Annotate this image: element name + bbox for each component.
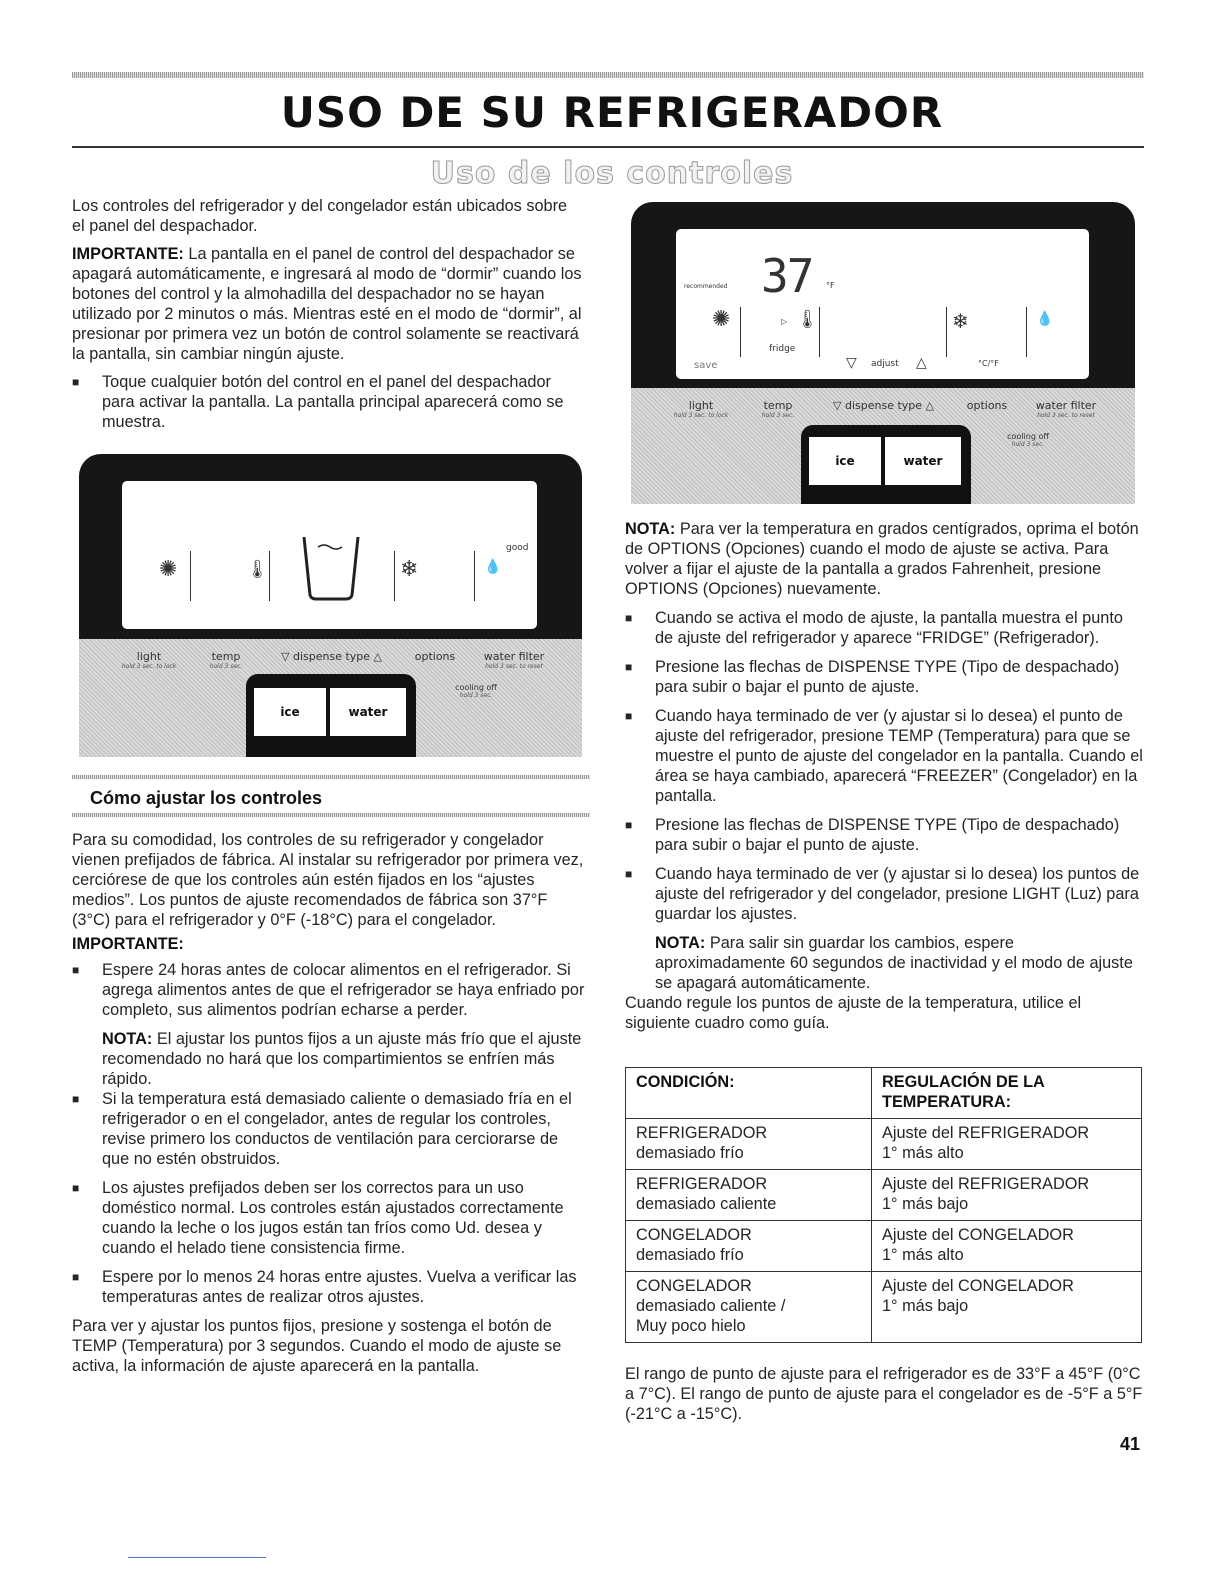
adjust-bullet-2: ■ Si la temperatura está demasiado caliente o demasiado fría en el refrigerador o en el congelador, antes de regular los controles, revise primero los conductos de ventilación para cerciorarse de que no estén obstruidos.: [72, 1090, 572, 1168]
water-filter-button[interactable]: water filter hold 3 sec. to reset: [483, 650, 545, 670]
unit-toggle-label: °C/°F: [978, 359, 999, 368]
dispenser-button-box: [801, 425, 971, 504]
temp-button[interactable]: temp hold 3 sec.: [209, 650, 243, 670]
options-button[interactable]: options: [966, 399, 1008, 412]
adjust-label: adjust: [871, 359, 899, 369]
table-header: REGULACIÓN DE LA TEMPERATURA:: [872, 1068, 1142, 1119]
separator: [819, 307, 820, 357]
separator: [946, 307, 947, 357]
table-cell: REFRIGERADOR demasiado caliente: [626, 1170, 872, 1221]
bullet-icon: ■: [72, 1092, 80, 1106]
section-rule-top: [72, 775, 590, 779]
right-bullet-5: ■ Cuando haya terminado de ver (y ajustar si lo desea) los puntos de ajuste del refrigerador y del congelador, presione LIGHT (Luz) para guardar los ajustes.: [625, 865, 1140, 923]
panel-screen: [122, 481, 537, 629]
water-drop-icon: 💧: [484, 559, 502, 575]
right-text: [625, 519, 1145, 1033]
options-button[interactable]: options: [414, 650, 456, 663]
table-intro: Cuando regule los puntos de ajuste de la temperatura, utilice el siguiente cuadro como guía.: [625, 994, 1082, 1032]
right-bullet-1: ■ Cuando se activa el modo de ajuste, la pantalla muestra el punto de ajuste del refrigerador y aparece “FRIDGE” (Refrigerador).: [625, 609, 1123, 647]
fridge-label: fridge: [769, 344, 796, 354]
light-button[interactable]: light hold 3 sec. to lock: [673, 399, 729, 419]
intro-text: [72, 196, 584, 441]
separator: [1026, 307, 1027, 357]
dispense-type-button[interactable]: ▽ dispense type △: [281, 650, 382, 663]
bullet-icon: ■: [625, 867, 633, 881]
table-row: [626, 1170, 1142, 1221]
ice-button[interactable]: ice: [809, 437, 881, 485]
table-row: [626, 1272, 1142, 1343]
save-label: save: [694, 360, 718, 371]
recommended-label: recommended: [684, 283, 728, 290]
temperature-readout: 37: [761, 249, 813, 303]
right-bullet-2: ■ Presione las flechas de DISPENSE TYPE (Tipo de despachado) para subir o bajar el punto de ajuste.: [625, 658, 1120, 696]
bullet-icon: ■: [72, 963, 80, 977]
water-filter-button[interactable]: water filter hold 3 sec. to reset: [1035, 399, 1097, 419]
section-subtitle: Uso de los controles: [430, 156, 794, 191]
water-drop-icon: 💧: [1036, 311, 1054, 327]
table-cell: Ajuste del CONGELADOR 1° más alto: [872, 1221, 1142, 1272]
table-header: CONDICIÓN:: [626, 1068, 872, 1119]
cooling-off-button[interactable]: cooling off hold 3 sec.: [455, 683, 497, 699]
note-exit: NOTA: Para salir sin guardar los cambios, espere aproximadamente 60 segundos de inactividad y el modo de ajuste se apagará automáticamente.: [655, 934, 1133, 992]
thermometer-icon: 🌡: [796, 309, 819, 330]
table-cell: Ajuste del CONGELADOR 1° más bajo: [872, 1272, 1142, 1343]
page-number: 41: [1120, 1434, 1141, 1454]
temp-button[interactable]: temp hold 3 sec.: [761, 399, 795, 419]
adjust-bullet-1: ■ Espere 24 horas antes de colocar alimentos en el refrigerador. Si agrega alimentos antes de que el refrigerador se haya enfriado por completo, sus alimentos podrían echarse a perder.: [72, 961, 585, 1019]
bullet-icon: ■: [72, 1181, 80, 1195]
separator: [269, 551, 270, 601]
light-icon: ✺: [159, 557, 178, 582]
bullet-icon: ■: [72, 375, 80, 389]
bullet-icon: ■: [625, 660, 633, 674]
intro-bullet: ■ Toque cualquier botón del control en el panel del despachador para activar la pantalla. La pantalla principal aparecerá como se muestra.: [72, 373, 564, 431]
panel-screen: [676, 229, 1089, 379]
note-celsius: NOTA: Para ver la temperatura en grados centígrados, oprima el botón de OPTIONS (Opciones) cuando el modo de ajuste se activa. Para volver a fijar el ajuste de la pantalla a grados Fahrenheit, presione OPTIONS (Opciones) nuevamente.: [625, 520, 1139, 598]
dispense-type-button[interactable]: ▽ dispense type △: [833, 399, 934, 412]
right-bullet-3: ■ Cuando haya terminado de ver (y ajustar si lo desea) el punto de ajuste del refrigerador, presione TEMP (Temperatura) para que se muestre el punto de ajuste del congelador en la pantalla. Cuando el área se haya cambiado, aparecerá “FREEZER” (Congelador) en la pantalla.: [625, 707, 1143, 805]
play-icon: ▷: [781, 317, 788, 326]
table-row: [626, 1119, 1142, 1170]
bullet-icon: ■: [625, 611, 633, 625]
adjust-paragraph: Para su comodidad, los controles de su refrigerador y congelador vienen prefijados de fábrica. Al instalar su refrigerador por primera vez, cerciórese de que los controles aún estén fijados en los “ajustes medios”. Los puntos de ajuste recomendados de fábrica son 37°F (3°C) para el refrigerador y 0°F (-18°C) para el congelador.: [72, 831, 584, 929]
bullet-icon: ■: [625, 709, 633, 723]
snowflake-icon: ❄: [952, 309, 969, 333]
table-cell: Ajuste del REFRIGERADOR 1° más alto: [872, 1119, 1142, 1170]
control-panel-main: [79, 454, 582, 757]
separator: [190, 551, 191, 601]
table-cell: Ajuste del REFRIGERADOR 1° más bajo: [872, 1170, 1142, 1221]
adjust-bullet-4: ■ Espere por lo menos 24 horas entre ajustes. Vuelva a verificar las temperaturas antes de realizar otros ajustes.: [72, 1268, 577, 1306]
water-button[interactable]: water: [885, 437, 961, 485]
title-rule: [72, 146, 1144, 148]
separator: [474, 551, 475, 601]
up-arrow-icon: △: [916, 355, 927, 371]
cooling-off-button[interactable]: cooling off hold 3 sec.: [1007, 432, 1049, 448]
cup-icon: [300, 535, 362, 601]
range-paragraph: El rango de punto de ajuste para el refrigerador es de 33°F a 45°F (0°C a 7°C). El rango de punto de ajuste para el congelador es de -5°F a 5°F (-21°C a -15°C).: [625, 1365, 1143, 1423]
light-icon: ✺: [712, 307, 731, 332]
bullet-icon: ■: [72, 1270, 80, 1284]
footer-link-line: [128, 1557, 266, 1558]
section-heading: Cómo ajustar los controles: [90, 788, 323, 808]
table-header-row: [626, 1068, 1142, 1119]
range-text: [625, 1364, 1145, 1424]
temperature-unit: °F: [826, 281, 835, 290]
down-arrow-icon: ▽: [846, 355, 857, 371]
note-1: NOTA: El ajustar los puntos fijos a un ajuste más frío que el ajuste recomendado no hará que los compartimientos se enfríen más rápido.: [102, 1030, 582, 1088]
dispenser-button-box: [246, 674, 416, 757]
water-button[interactable]: water: [330, 688, 406, 736]
right-bullet-4: ■ Presione las flechas de DISPENSE TYPE (Tipo de despachado) para subir o bajar el punto de ajuste.: [625, 816, 1120, 854]
important-label: IMPORTANTE:: [72, 935, 184, 953]
top-rule: [72, 72, 1144, 78]
separator: [740, 307, 741, 357]
table-row: [626, 1221, 1142, 1272]
intro-paragraph-2: IMPORTANTE: La pantalla en el panel de control del despachador se apagará automáticamente, e ingresará al modo de “dormir” cuando los botones del control y la almohadilla del despachador no se hayan utilizado por 2 minutos o más. Mientras esté en el modo de “dormir”, al presionar por primera vez un botón de control solamente se reactivará la pantalla, sin cambiar ningún ajuste.: [72, 245, 582, 363]
intro-paragraph-1: Los controles del refrigerador y del congelador están ubicados sobre el panel del despachador.: [72, 197, 568, 235]
table-cell: CONGELADOR demasiado caliente / Muy poco hielo: [626, 1272, 872, 1343]
table-cell: REFRIGERADOR demasiado frío: [626, 1119, 872, 1170]
light-button[interactable]: light hold 3 sec. to lock: [121, 650, 177, 670]
filter-status-label: good: [506, 543, 529, 553]
adjust-bullet-3: ■ Los ajustes prefijados deben ser los correctos para un uso doméstico normal. Los controles están ajustados correctamente cuando la leche o los jugos están tan fríos como Ud. desea y cuando el helado tiene consistencia firme.: [72, 1179, 564, 1257]
snowflake-icon: ❄: [400, 557, 419, 582]
temperature-table: [625, 1067, 1142, 1343]
separator: [394, 551, 395, 601]
ice-button[interactable]: ice: [254, 688, 326, 736]
table-cell: CONGELADOR demasiado frío: [626, 1221, 872, 1272]
bullet-icon: ■: [625, 818, 633, 832]
section-rule-bottom: [72, 813, 590, 817]
adjust-text: [72, 830, 587, 1376]
page-title: USO DE SU REFRIGERADOR: [280, 88, 944, 137]
adjust-final-paragraph: Para ver y ajustar los puntos fijos, presione y sostenga el botón de TEMP (Temperatura) por 3 segundos. Cuando el modo de ajuste se activa, la información de ajuste aparecerá en la pantalla.: [72, 1317, 562, 1375]
thermometer-icon: 🌡: [246, 559, 269, 580]
control-panel-settings: [631, 202, 1135, 504]
